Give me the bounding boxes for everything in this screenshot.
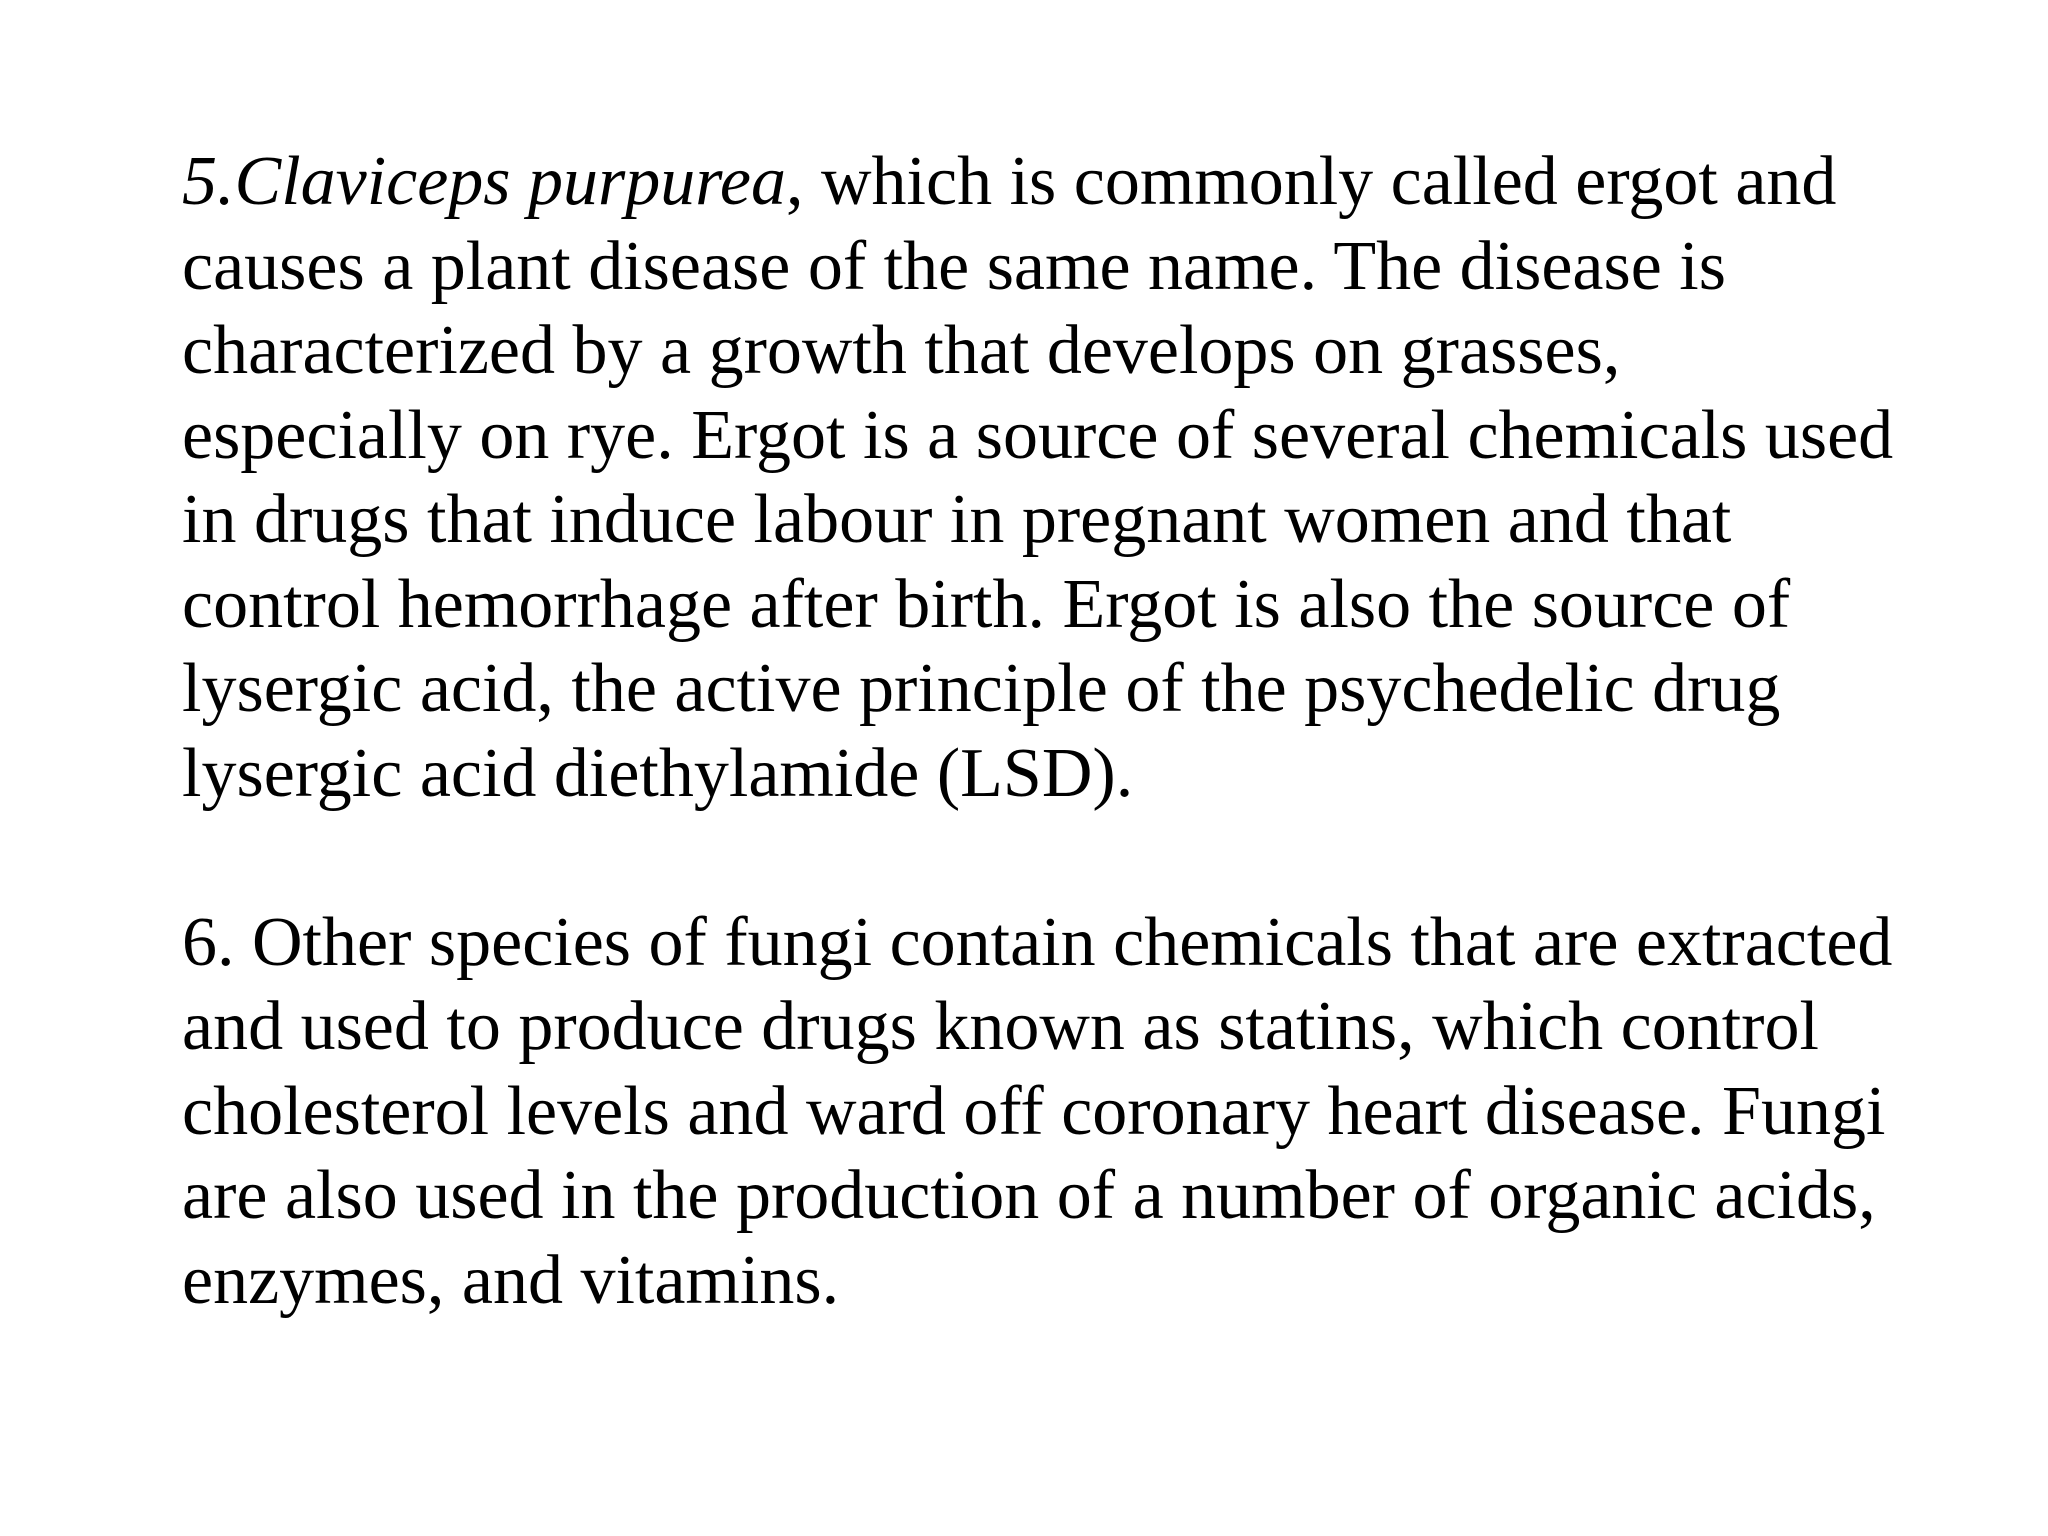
paragraph-line: enzymes, and vitamins. [182, 1241, 840, 1319]
paragraph-line: 6. Other species of fungi contain chemicals that are extracted [182, 903, 1893, 981]
paragraph-line: lysergic acid, the active principle of the psychedelic drug [182, 650, 1781, 727]
species-name: Claviceps purpurea [234, 143, 786, 220]
paragraph-line: in drugs that induce labour in pregnant women and that [182, 481, 1732, 558]
paragraph-line: characterized by a growth that develops on grasses, [182, 312, 1621, 389]
paragraph-line: control hemorrhage after birth. Ergot is also the source of [182, 565, 1791, 643]
paragraph-line: cholesterol levels and ward off coronary heart disease. Fungi [182, 1072, 1886, 1150]
paragraph-line: and used to produce drugs known as statins, which control [182, 988, 1819, 1065]
text-block [182, 140, 1942, 1323]
paragraph-line: lysergic acid diethylamide (LSD). [182, 734, 1134, 812]
paragraph-line [182, 140, 1942, 225]
paragraph-line: especially on rye. Ergot is a source of several chemicals used [182, 396, 1894, 474]
paragraph-spacer [182, 816, 1942, 901]
paragraph-claviceps [182, 140, 1942, 816]
item-number: 5. [182, 143, 235, 220]
paragraph-statins [182, 901, 1942, 1324]
line-text: , which is commonly called ergot and [786, 143, 1837, 220]
paragraph-line: are also used in the production of a number of organic acids, [182, 1157, 1876, 1234]
paragraph-line: causes a plant disease of the same name. The disease is [182, 227, 1726, 305]
